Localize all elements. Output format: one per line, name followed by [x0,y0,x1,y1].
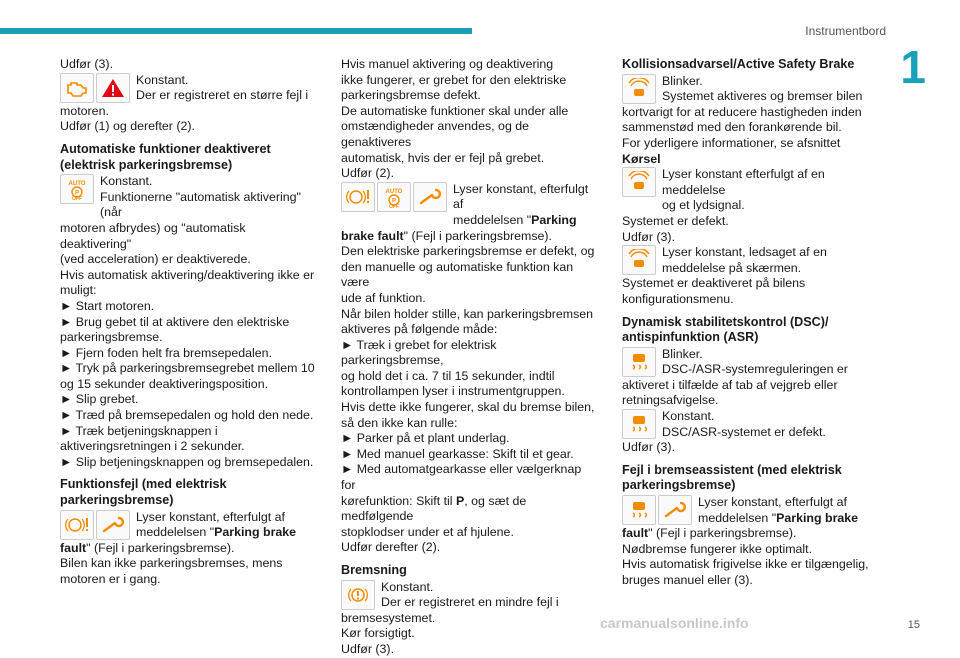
section-heading: Fejl i bremseassistent (med elektrisk parkeringsbremse) [622,462,842,493]
column-2 [341,57,599,658]
bullet-item: ► Med manuel gearkasse: Skift til et gear. [341,446,574,461]
text-line: Konstant. [136,72,189,87]
auto-off-parking-icon [377,182,411,212]
text-line: parkeringsbremse. [60,330,163,345]
text-line: Når bilen holder stille, kan parkeringsbremsen [341,306,594,321]
text-line: og hold det i ca. 7 til 15 sekunder, indtil [341,368,555,383]
bullet-item: ► Slip betjeningsknappen og bremsepedalen. [60,454,314,469]
section-reference: Kørsel [622,151,661,166]
text-line: så den ikke kan rulle: [341,415,458,430]
text-span: meddelelsen " [698,510,777,525]
text-line: Hvis automatisk frigivelse ikke er tilgængelig, [622,557,869,572]
warning-row-parking-fault [60,510,318,541]
section-title: Instrumentbord [805,24,886,38]
text-line: Blinker. [662,346,703,361]
skid-control-icon [622,495,656,525]
text-line: Udfør (2). [341,166,395,181]
text-line: omstændigheder anvendes, og de genaktiveres [341,119,530,149]
column-3 [622,57,880,589]
collision-warning-icon [622,167,656,197]
text-line: Konstant. [381,579,434,594]
section-heading: Bremsning [341,563,407,577]
text-line: ude af funktion. [341,290,426,305]
header-accent-bar [0,28,472,34]
text-line: automatisk, hvis der er fejl på grebet. [341,150,545,165]
section-heading: Kollisionsadvarsel/Active Safety Brake [622,57,855,71]
warning-row-collision-off [622,245,880,276]
text-line [622,526,880,542]
text-line: motoren. [60,103,109,118]
text-line: Konstant. [100,174,153,189]
bullet-item: ► Slip grebet. [60,392,139,407]
warning-row-dsc-blink [622,347,880,378]
text-line [453,213,599,229]
message-text: brake fault [341,228,404,243]
text-line: Funktionerne "automatisk aktivering" (når [100,189,301,220]
text-line: Den elektriske parkeringsbremse er defekt, og [341,244,595,259]
text-line: Lyser konstant, efterfulgt af [453,181,589,212]
text-span: For yderligere informationer, se afsnittet [622,135,841,150]
text-line: Udfør (3). [622,229,676,244]
text-line: kortvarigt for at reducere hastigheden inden [622,104,862,119]
bullet-item: ► Med automatgearkasse eller vælgerknap for [341,462,582,493]
warning-row-collision [622,74,880,105]
text-line [341,494,599,525]
text-line: Blinker. [662,73,703,88]
svg-text:P: P [391,198,397,205]
warning-row-braking [341,580,599,611]
warning-row-dsc-fault [622,409,880,440]
message-text: fault [60,540,87,555]
section-heading: Dynamisk stabilitetskontrol (DSC)/ antispinfunktion (ASR) [622,314,829,345]
text-line [60,541,318,557]
warning-triangle-icon [96,73,130,103]
bullet-item: ► Fjern foden helt fra bremsepedalen. [60,345,273,360]
svg-text:AUTO: AUTO [385,188,403,195]
text-line: (ved acceleration) er deaktiverede. [60,252,251,267]
section-heading: Automatiske funktioner deaktiveret (elektrisk parkeringsbremse) [60,141,271,172]
page-number: 15 [907,619,920,631]
text-line: DSC-/ASR-systemreguleringen er [662,362,848,377]
warning-row-engine [60,73,318,104]
warning-row-collision-fault [622,167,880,214]
text-line: aktiveret i tilfælde af tab af vejgreb eller [622,377,838,392]
svg-text:OFF: OFF [72,196,82,201]
wrench-icon [413,182,447,212]
auto-off-parking-icon [60,174,94,204]
text-span: meddelelsen " [453,212,532,227]
column-1 [60,57,318,588]
text-span: " (Fejl i parkeringsbremse). [403,228,552,243]
text-line: Lyser konstant efterfulgt af en meddelelse [662,167,825,197]
text-line: den manuelle og automatiske funktion kan være [341,259,574,290]
chapter-number: 1 [900,41,926,93]
text-span: kørefunktion: Skift til [341,493,456,508]
text-line: Udfør (3). [622,440,676,455]
text-line: retningsafvigelse. [622,393,719,408]
message-text: Parking [531,212,577,227]
text-line: parkeringsbremse defekt. [341,88,481,103]
text-line: aktiveringsretningen i 2 sekunder. [60,439,245,454]
warning-row-parking-fault [341,182,599,229]
text-line [698,511,880,527]
text-line: Systemet er defekt. [622,213,729,228]
bullet-item: ► Brug gebet til at aktivere den elektriske [60,314,290,329]
text-line: Udfør (3). [341,641,395,656]
wrench-icon [96,510,130,540]
text-line: Hvis dette ikke fungerer, skal du bremse bilen, [341,400,595,415]
text-line: motoren afbrydes) og "automatisk deaktivering" [60,220,246,251]
skid-control-icon [622,347,656,377]
bullet-item: ► Parker på et plant underlag. [341,431,510,446]
text-span: , og sæt de medfølgende [341,493,527,524]
engine-warning-icon [60,73,94,103]
text-line: ikke fungerer, er grebet for den elektriske [341,72,567,87]
warning-row-brake-assist [622,495,880,526]
text-line: Der er registreret en mindre fejl i [381,595,559,610]
text-line: kontrollampen lyser i instrumentgruppen. [341,384,565,399]
brake-circle-icon [341,580,375,610]
section-heading: Funktionsfejl (med elektrisk parkeringsbremse) [60,477,227,508]
text-line [341,229,599,245]
text-line: Udfør (3). [60,57,114,71]
text-line [622,136,880,167]
text-line: Systemet er deaktiveret på bilens [622,276,806,291]
text-line: Hvis manuel aktivering og deaktivering [341,57,554,71]
collision-warning-icon [622,245,656,275]
text-line: Konstant. [662,409,715,424]
watermark: carmanualsonline.info [600,615,749,631]
text-line: Lyser konstant, ledsaget af en [662,245,827,260]
text-line: konfigurationsmenu. [622,291,734,306]
text-line: Lyser konstant, efterfulgt af [698,495,847,510]
bullet-item: ► Træd på bremsepedalen og hold den nede. [60,408,314,423]
message-text: fault [622,526,649,541]
bullet-item: ► Tryk på parkeringsbremsegrebet mellem 10 [60,361,315,376]
text-line: Udfør (1) og derefter (2). [60,119,195,134]
text-line: Kør forsigtigt. [341,626,415,641]
text-line [136,525,318,541]
text-line: bremsesystemet. [341,610,436,625]
svg-text:OFF: OFF [389,203,399,208]
text-line: De automatiske funktioner skal under alle [341,103,569,118]
collision-warning-icon [622,74,656,104]
text-span: " (Fejl i parkeringsbremse). [86,540,235,555]
bullet-item: ► Træk betjeningsknappen i [60,423,218,438]
bullet-item: ► Træk i grebet for elektrisk parkeringsbremse, [341,337,497,368]
skid-control-icon [622,409,656,439]
text-line: Hvis automatisk aktivering/deaktivering ikke er [60,267,315,282]
text-line: DSC/ASR-systemet er defekt. [662,424,826,439]
text-line: og et lydsignal. [662,198,745,213]
text-line: Bilen kan ikke parkeringsbremses, mens [60,556,283,571]
text-line: og 15 sekunder deaktiveringsposition. [60,376,269,391]
brake-exclamation-icon [341,182,375,212]
svg-text:AUTO: AUTO [68,181,86,188]
text-line: Der er registreret en større fejl i [136,88,309,103]
text-line: sammenstød med den forankørende bil. [622,120,842,135]
text-line: bruges manuel eller (3). [622,573,753,587]
text-line: motoren er i gang. [60,572,161,586]
text-line: stopklodser under et af hjulene. [341,524,514,539]
bullet-item: ► Start motoren. [60,298,155,313]
warning-row-auto-off [60,174,318,221]
text-line: Nødbremse fungerer ikke optimalt. [622,541,813,556]
svg-text:P: P [74,190,80,197]
text-line: Lyser konstant, efterfulgt af [136,509,285,524]
message-text: Parking brake [214,525,297,540]
gear-p-label: P [456,493,465,508]
text-line: Udfør derefter (2). [341,540,441,555]
brake-exclamation-icon [60,510,94,540]
text-line: meddelelse på skærmen. [662,260,802,275]
text-span: " (Fejl i parkeringsbremse). [648,526,797,541]
message-text: Parking brake [776,510,859,525]
text-line: aktiveres på følgende måde: [341,322,498,337]
text-line: Systemet aktiveres og bremser bilen [662,89,863,104]
text-span: meddelelsen " [136,525,215,540]
text-line: muligt: [60,283,97,298]
wrench-icon [658,495,692,525]
